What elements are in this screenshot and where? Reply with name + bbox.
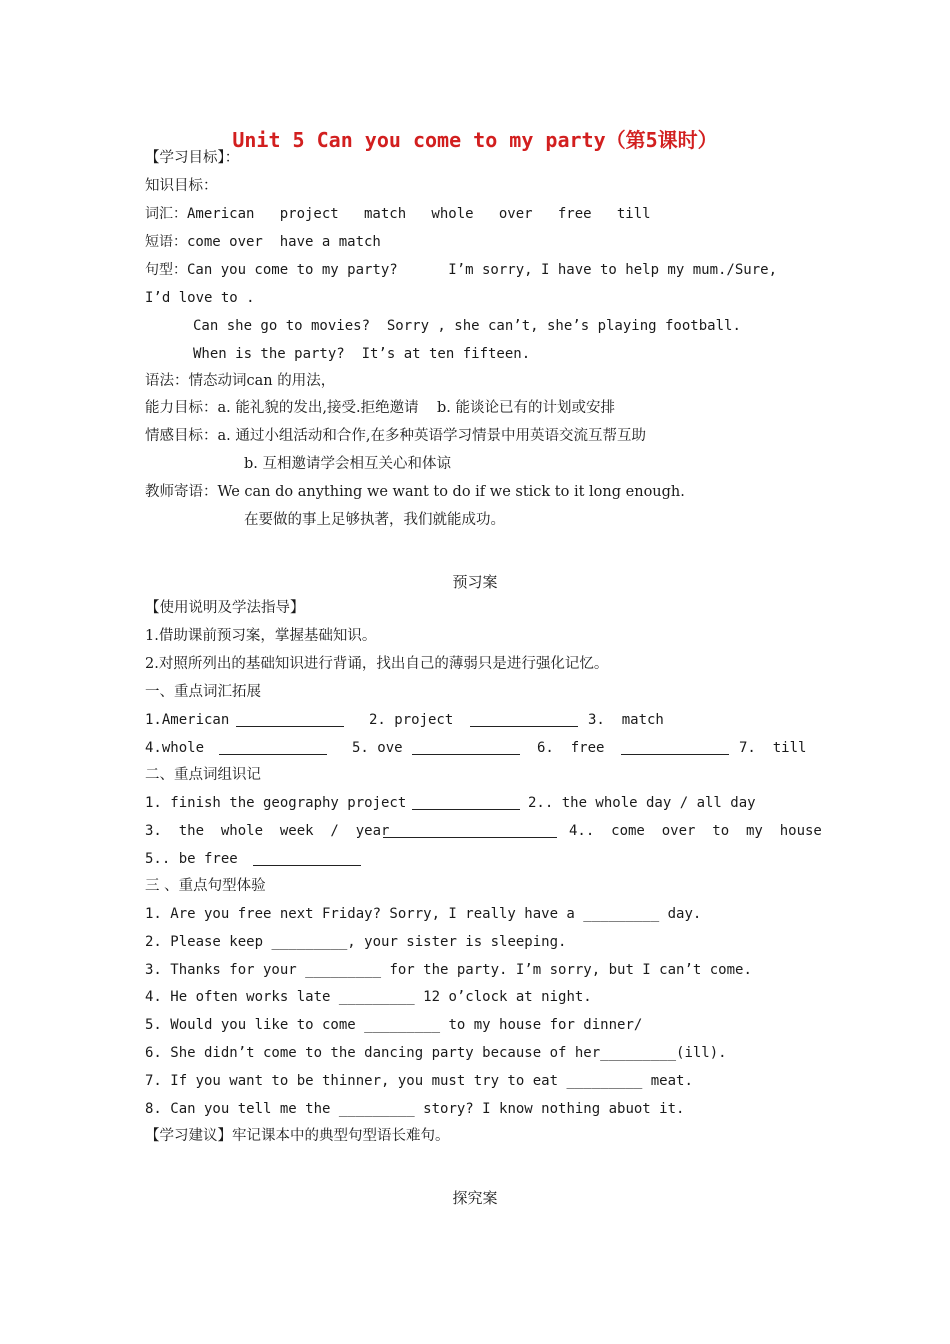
answer-blank[interactable] (236, 712, 344, 727)
exercise-text: 5. Would you like to come (145, 1017, 365, 1034)
vocab-item: 5. ove (352, 740, 403, 756)
sentences-line-3: Can she go to movies? Sorry , she can’t, she’s playing football. (193, 318, 741, 334)
answer-blank[interactable]: _________ (364, 1017, 441, 1034)
explore-section-title: 探究案 (452, 1189, 498, 1207)
answer-blank[interactable]: _________ (271, 933, 348, 950)
phrases-line: 短语：come over have a match (145, 234, 381, 250)
exercise-item (145, 904, 701, 924)
exercise-text: day. (659, 906, 702, 922)
exercise-item (145, 1015, 642, 1035)
exercise-text: 3. Thanks for your (145, 961, 306, 978)
exercise-text: meat. (642, 1072, 693, 1089)
grammar-line: 语法：情态动词can 的用法， (145, 373, 336, 389)
exercise-text: 1. Are you free next Friday? Sorry, I really have a (145, 906, 584, 922)
answer-blank[interactable] (383, 823, 557, 838)
answer-blank[interactable]: _________ (566, 1072, 643, 1089)
phrase-item: 3. the whole week / year (145, 823, 390, 839)
exercise-text: 7. If you want to be thinner, you must try to eat (145, 1072, 567, 1089)
usage-heading: 【使用说明及学法指导】 (145, 600, 305, 616)
teacher-line-2: 在要做的事上足够执著，我们就能成功。 (244, 512, 505, 528)
exercise-item (145, 987, 592, 1007)
exercise-item (145, 1071, 693, 1091)
answer-blank[interactable]: _________ (305, 961, 382, 978)
vocab-line: 词汇：American project match whole over free till (145, 206, 651, 222)
goals-heading: 【学习目标】： (145, 150, 240, 166)
ability-line: 能力目标：a. 能礼貌的发出,接受.拒绝邀请 b. 能谈论已有的计划或安排 (145, 400, 616, 416)
exercise-text: for the party. I’m sorry, but I can’t come. (381, 961, 752, 978)
exercise-item (145, 932, 566, 952)
answer-blank[interactable]: _________ (600, 1045, 677, 1061)
exercise-text: 12 o’clock at night. (414, 989, 592, 1006)
preview-section-title: 预习案 (452, 573, 498, 591)
vocab-item: 6. free (537, 740, 605, 756)
part1-heading: 一、重点词汇拓展 (145, 684, 261, 700)
vocab-item: 7. till (739, 740, 807, 756)
emotion-line-1: 情感目标：a. 通过小组活动和合作,在多种英语学习情景中用英语交流互帮互助 (145, 428, 646, 444)
exercise-item (145, 1099, 684, 1119)
answer-blank[interactable] (219, 740, 327, 755)
answer-blank[interactable]: _________ (583, 906, 660, 922)
vocab-item: 3. match (588, 712, 664, 728)
phrase-item: 4.. come over to my house (569, 823, 822, 839)
phrase-item: 2.. the whole day / all day (528, 795, 756, 811)
page-title: Unit 5 Can you come to my party（第5课时） (232, 128, 718, 152)
knowledge-label: 知识目标： (145, 178, 218, 194)
vocab-item: 1.American (145, 712, 230, 728)
usage-item-1: 1.借助课前预习案，掌握基础知识。 (145, 628, 377, 644)
exercise-item (145, 1043, 727, 1063)
sentences-line-1: 句型：Can you come to my party? I’m sorry, I have to help my mum./Sure, (145, 262, 778, 278)
phrase-item: 1. finish the geography project (145, 795, 407, 811)
vocab-item: 4.whole (145, 740, 205, 756)
phrase-item: 5.. be free (145, 851, 238, 867)
answer-blank[interactable]: _________ (338, 989, 415, 1006)
answer-blank[interactable] (470, 712, 578, 727)
vocab-item: 2. project (369, 712, 454, 728)
exercise-text: story? I know nothing abuot it. (414, 1100, 685, 1117)
emotion-line-2: b. 互相邀请学会相互关心和体谅 (244, 456, 451, 472)
advice-line: 【学习建议】牢记课本中的典型句型语长难句。 (145, 1128, 450, 1144)
sentences-line-4: When is the party? It’s at ten fifteen. (193, 346, 531, 362)
exercise-text: (ill). (676, 1045, 727, 1061)
answer-blank[interactable] (412, 740, 520, 755)
exercise-text: 8. Can you tell me the (145, 1100, 339, 1117)
teacher-line-1: 教师寄语：We can do anything we want to do if we stick to it long enough. (145, 484, 685, 500)
exercise-text: 4. He often works late (145, 989, 339, 1006)
answer-blank[interactable] (253, 851, 361, 866)
usage-item-2: 2.对照所列出的基础知识进行背诵，找出自己的薄弱只是进行强化记忆。 (145, 656, 609, 672)
exercise-item (145, 960, 752, 980)
sentences-line-2: I’d love to . (145, 290, 255, 306)
answer-blank[interactable] (412, 795, 520, 810)
exercise-text: 2. Please keep (145, 933, 272, 950)
answer-blank[interactable] (621, 740, 729, 755)
part3-heading: 三 、重点句型体验 (145, 878, 266, 894)
exercise-text: , your sister is sleeping. (347, 933, 567, 950)
exercise-text: to my house for dinner/ (440, 1017, 643, 1034)
answer-blank[interactable]: _________ (338, 1100, 415, 1117)
part2-heading: 二、重点词组识记 (145, 767, 261, 783)
exercise-text: 6. She didn’t come to the dancing party because of her (145, 1045, 601, 1061)
